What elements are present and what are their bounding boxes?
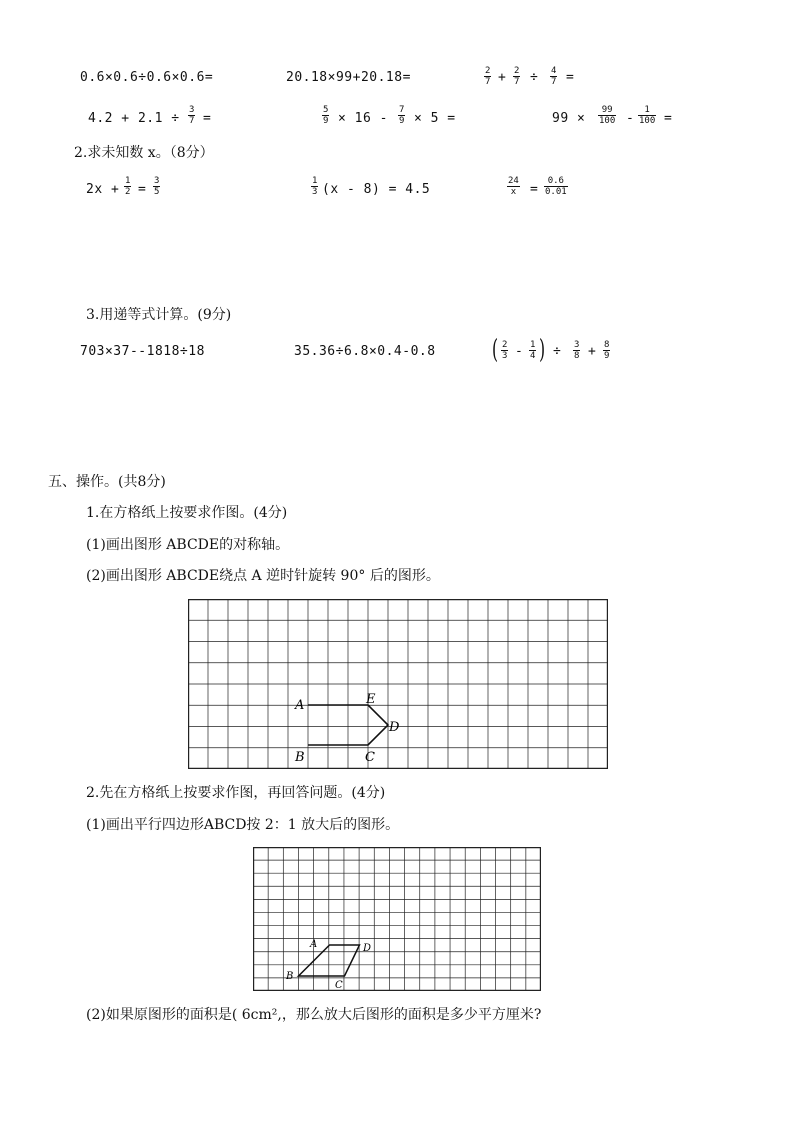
shape-abcd [253, 847, 541, 991]
label-d2: D [363, 943, 372, 954]
op: = [530, 182, 539, 197]
op: = [138, 182, 147, 197]
label-a: A [295, 698, 305, 713]
label-e: E [366, 692, 376, 707]
frac-q2b: $\frac{1}{3}$ [312, 176, 318, 197]
frac-2a: $\frac{3}{7}$ [189, 105, 195, 126]
q3-title: 3.用递等式计算。(9分) [86, 307, 232, 323]
right-paren: ) [539, 335, 546, 365]
frac-q3c-1: $\frac{2}{3}$ [502, 340, 508, 361]
op: = [203, 111, 212, 126]
op: - [626, 111, 635, 126]
expr-2a: 4.2 + 2.1 ÷ [88, 111, 180, 126]
frac-1c-1: $\frac{2}{7}$ [485, 66, 491, 87]
frac-2b-1: $\frac{5}{9}$ [323, 105, 329, 126]
s5-q2-b: (2)如果原图形的面积是( 6cm²,，那么放大后图形的面积是多少平方厘米? [86, 1007, 542, 1023]
expr-2b-mid: × 16 - [338, 111, 388, 126]
frac-2b-2: $\frac{7}{9}$ [399, 105, 405, 126]
op: + [498, 70, 507, 85]
s5-q2-a: (1)画出平行四边形ABCD按 2：1 放大后的图形。 [86, 817, 400, 833]
expr-2c: 99 × [552, 111, 586, 126]
label-b: B [295, 750, 305, 765]
shape-abcde [188, 599, 608, 769]
calc-3b: 35.36÷6.8×0.4-0.8 [294, 344, 436, 359]
left-paren: ( [492, 335, 499, 365]
frac-q2c-2: $\frac{0.6}{0.01}$ [545, 176, 567, 197]
s5-q1-title: 1.在方格纸上按要求作图。(4分) [86, 505, 288, 521]
frac-q3c-3: $\frac{3}{8}$ [574, 340, 580, 361]
eq-2b: (x - 8) = 4.5 [322, 182, 431, 197]
section5-title: 五、操作。(共8分) [48, 474, 166, 490]
op: - [515, 344, 524, 359]
label-d: D [389, 720, 400, 735]
op: = [664, 111, 673, 126]
calc-3a: 703×37--1818÷18 [80, 344, 205, 359]
label-c: C [365, 750, 375, 765]
frac-q2a-2: $\frac{3}{5}$ [154, 176, 160, 197]
frac-q3c-4: $\frac{8}{9}$ [604, 340, 610, 361]
expr-1b: 20.18×99+20.18= [286, 70, 411, 85]
op: ÷ [530, 70, 539, 85]
frac-1c-2: $\frac{2}{7}$ [514, 66, 520, 87]
label-a2: A [310, 939, 318, 950]
label-c2: C [335, 980, 343, 991]
frac-2c-2: $\frac{1}{100}$ [639, 105, 656, 126]
op: ÷ [553, 344, 562, 359]
expr-1a: 0.6×0.6÷0.6×0.6= [80, 70, 214, 85]
eq-2a: 2x + [86, 182, 120, 197]
expr-2b-end: × 5 = [414, 111, 456, 126]
frac-q3c-2: $\frac{1}{4}$ [530, 340, 536, 361]
frac-1c-3: $\frac{4}{7}$ [551, 66, 557, 87]
frac-q2c-1: $\frac{24}{x}$ [508, 176, 519, 197]
q2-title: 2.求未知数 x。（8分） [74, 145, 214, 161]
op: = [566, 70, 575, 85]
s5-q2-title: 2.先在方格纸上按要求作图，再回答问题。(4分) [86, 785, 386, 801]
frac-2c-1: $\frac{99}{100}$ [599, 105, 616, 126]
op: + [588, 344, 597, 359]
frac-q2a-1: $\frac{1}{2}$ [125, 176, 131, 197]
label-b2: B [286, 971, 294, 982]
s5-q1-a: (1)画出图形 ABCDE的对称轴。 [86, 537, 290, 553]
s5-q1-b: (2)画出图形 ABCDE绕点 A 逆时针旋转 90° 后的图形。 [86, 568, 440, 584]
